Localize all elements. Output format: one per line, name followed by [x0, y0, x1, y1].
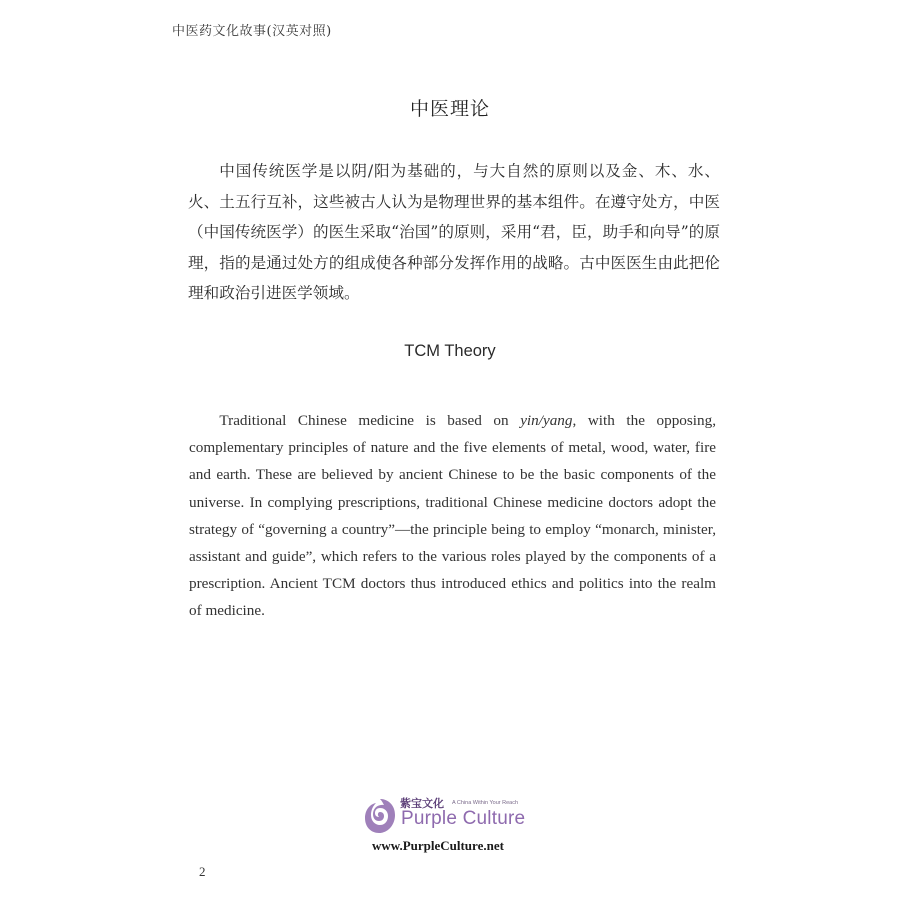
chinese-paragraph: 中国传统医学是以阴/阳为基础的，与大自然的原则以及金、木、水、火、土五行互补，这些被古人认为是物理世界的基本组件。在遵守处方，中医（中国传统医学）的医生采取“治国”的原则，采用“君，臣，助手和向导”的原理，指的是通过处方的组成使各种部分发挥作用的战略。古中医医生由此把伦理和政治引进医学领域。 — [188, 162, 720, 302]
watermark-brand: Purple Culture — [401, 808, 526, 829]
purple-culture-logo-icon — [362, 796, 398, 836]
running-header: 中医药文化故事(汉英对照) — [172, 24, 332, 39]
purple-culture-watermark — [362, 794, 582, 856]
english-section-title: TCM Theory — [404, 342, 496, 360]
page-number: 2 — [199, 864, 206, 879]
chinese-section-title: 中医理论 — [409, 98, 490, 120]
english-paragraph — [189, 407, 716, 625]
watermark-chinese-name: 紫宝文化 — [400, 797, 444, 810]
english-paragraph-rest: , with the opposing, complementary principles of nature and the five elements of metal, wood, water, fire and earth. These are believed by ancient Chinese to be the basic components of the universe. In complying prescriptions, traditional Chinese medicine doctors adopt the strategy of “governing a country”—the principle being to employ “monarch, minister, assistant and guide”, which refers to the various roles played by the components of a prescription. Ancient TCM doctors thus introduced ethics and politics into the realm of medicine. — [189, 412, 717, 620]
watermark-tagline: A China Within Your Reach — [452, 800, 519, 806]
watermark-url: www.PurpleCulture.net — [372, 838, 504, 853]
english-paragraph-start: Traditional Chinese medicine is based on — [219, 412, 521, 429]
english-paragraph-italic-term: yin/yang — [520, 412, 573, 429]
